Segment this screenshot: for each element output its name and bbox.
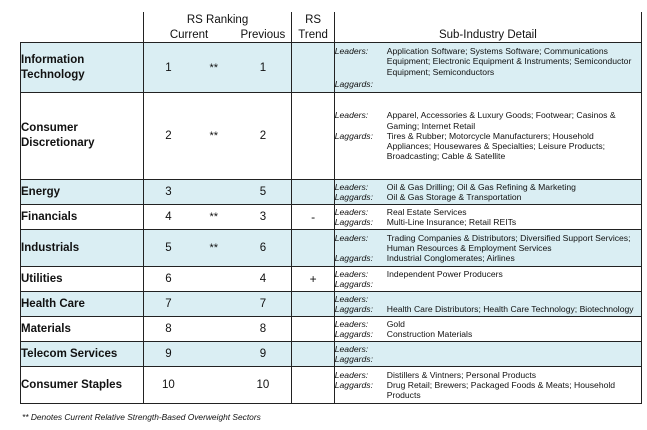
sector-name-line: Financials (21, 210, 78, 223)
current-rank: 8 (143, 317, 193, 342)
laggards-label (335, 151, 387, 161)
sub-industry-detail (334, 93, 641, 180)
leaders-text: Oil & Gas Drilling; Oil & Gas Refining & Marketing (386, 181, 576, 192)
sector-name-line: Energy (21, 185, 60, 198)
sector-name (21, 93, 144, 180)
sector-row (21, 317, 642, 342)
sector-name (21, 230, 144, 267)
laggards-label (335, 390, 387, 400)
leaders-label: Leaders: (334, 232, 369, 243)
leaders-line (335, 370, 641, 380)
laggards-line (335, 141, 641, 151)
rs-trend (292, 93, 334, 180)
laggards-text: Tires & Rubber; Motorcycle Manufacturers; Household (386, 130, 594, 141)
leaders-text: Equipment; Semiconductors (386, 66, 495, 77)
current-rank: 7 (143, 292, 193, 317)
leaders-line (335, 110, 641, 120)
sub-industry-detail (334, 180, 641, 205)
laggards-label: Laggards: (334, 279, 373, 289)
leaders-line (335, 233, 641, 243)
current-header: Current (143, 27, 234, 43)
sub-industry-detail (334, 230, 641, 267)
rs-trend (292, 317, 334, 342)
leaders-text: Equipment; Electronic Equipment & Instruments; Semiconductor (386, 56, 632, 67)
laggards-line (335, 79, 641, 89)
overweight-marker: ** (193, 205, 234, 230)
overweight-marker (193, 292, 234, 317)
sector-name-line: Materials (21, 322, 71, 335)
sub-industry-detail (334, 267, 641, 292)
laggards-text: Drug Retail; Brewers; Packaged Foods & Meats; Household (386, 379, 616, 390)
laggards-text (387, 354, 641, 364)
overweight-marker: ** (193, 43, 234, 93)
rs-trend (292, 230, 334, 267)
leaders-label: Leaders: (334, 318, 369, 329)
sector-name-line: Information (21, 53, 85, 66)
leaders-line (335, 344, 641, 354)
laggards-line (335, 329, 641, 339)
rs-trend (292, 43, 334, 93)
overweight-marker: ** (193, 230, 234, 267)
leaders-label: Leaders: (334, 343, 369, 354)
leaders-line (335, 319, 641, 329)
sector-row (21, 180, 642, 205)
sub-industry-detail (334, 367, 641, 404)
leaders-text: Independent Power Producers (386, 268, 503, 279)
leaders-line (335, 294, 641, 304)
leaders-label: Leaders: (334, 369, 369, 380)
sector-row (21, 267, 642, 292)
current-rank: 1 (143, 43, 193, 93)
leaders-line (335, 56, 641, 66)
previous-rank: 9 (234, 342, 292, 367)
leaders-label (335, 121, 387, 131)
sector-row (21, 230, 642, 267)
header-row-2 (21, 27, 642, 43)
sector-name-line: Technology (21, 68, 85, 81)
laggards-text (387, 79, 641, 89)
overweight-marker: ** (193, 93, 234, 180)
laggards-label: Laggards: (334, 354, 373, 364)
previous-rank: 1 (234, 43, 292, 93)
leaders-line (335, 269, 641, 279)
overweight-marker (193, 267, 234, 292)
leaders-label (335, 67, 387, 77)
laggards-label: Laggards: (334, 304, 373, 314)
rs-trend (292, 367, 334, 404)
sector-name (21, 180, 144, 205)
leaders-line (335, 121, 641, 131)
leaders-line (335, 182, 641, 192)
laggards-text: Multi-Line Insurance; Retail REITs (386, 217, 517, 227)
leaders-label: Leaders: (334, 110, 369, 121)
rs-trend (292, 292, 334, 317)
overweight-marker (193, 180, 234, 205)
previous-rank: 8 (234, 317, 292, 342)
laggards-line (335, 131, 641, 141)
leaders-line (335, 243, 641, 253)
overweight-marker (193, 342, 234, 367)
laggards-text (387, 279, 641, 289)
sector-row (21, 43, 642, 93)
laggards-line (335, 151, 641, 161)
leaders-line (335, 67, 641, 77)
rs-ranking-table (20, 12, 642, 404)
leaders-label (335, 243, 387, 253)
previous-rank: 4 (234, 267, 292, 292)
laggards-label (335, 141, 387, 151)
sector-name-line: Utilities (21, 272, 63, 285)
previous-header: Previous (234, 27, 292, 43)
rs-ranking-table-wrap (20, 12, 642, 404)
laggards-line (335, 217, 641, 227)
sector-name (21, 317, 144, 342)
laggards-line (335, 354, 641, 364)
sector-name (21, 292, 144, 317)
sector-name-line: Consumer Staples (21, 378, 122, 391)
current-rank: 10 (143, 367, 193, 404)
laggards-line (335, 304, 641, 314)
sector-row (21, 342, 642, 367)
rs-trend-header-top: RS (292, 12, 334, 27)
laggards-text: Construction Materials (386, 329, 473, 339)
rs-trend: + (292, 267, 334, 292)
laggards-text: Health Care Distributors; Health Care Technology; Biotechnology (386, 304, 634, 314)
laggards-line (335, 380, 641, 390)
sector-name (21, 205, 144, 230)
laggards-line (335, 279, 641, 289)
current-rank: 3 (143, 180, 193, 205)
sub-industry-detail (334, 205, 641, 230)
sector-name-line: Consumer (21, 122, 78, 134)
laggards-label: Laggards: (334, 192, 373, 202)
sector-name (21, 43, 144, 93)
sub-industry-detail (334, 317, 641, 342)
sector-name (21, 267, 144, 292)
rs-trend-header-bottom: Trend (292, 27, 334, 43)
leaders-line (335, 207, 641, 217)
sub-industry-detail (334, 292, 641, 317)
previous-rank: 6 (234, 230, 292, 267)
current-rank: 6 (143, 267, 193, 292)
sector-row (21, 292, 642, 317)
laggards-text: Products (386, 390, 421, 401)
overweight-marker (193, 317, 234, 342)
laggards-line (335, 390, 641, 400)
leaders-text: Human Resources & Employment Services (386, 242, 552, 253)
previous-rank: 2 (234, 93, 292, 180)
sector-name-line: Discretionary (21, 137, 95, 149)
laggards-line (335, 253, 641, 263)
laggards-label: Laggards: (334, 329, 373, 339)
overweight-marker (193, 367, 234, 404)
footnote: ** Denotes Current Relative Strength-Based Overweight Sectors (22, 412, 261, 422)
laggards-text: Broadcasting; Cable & Satellite (386, 151, 506, 162)
sector-name-line: Industrials (21, 241, 80, 254)
sector-row (21, 367, 642, 404)
leaders-label: Leaders: (334, 293, 369, 304)
leaders-label: Leaders: (334, 206, 369, 217)
sector-rows (21, 43, 642, 404)
sector-name (21, 367, 144, 404)
current-rank: 5 (143, 230, 193, 267)
leaders-text: Application Software; Systems Software; Communications (386, 45, 608, 56)
leaders-label: Leaders: (334, 268, 369, 279)
sector-name-line: Telecom Services (21, 347, 118, 360)
leaders-text: Gaming; Internet Retail (386, 120, 476, 131)
laggards-label: Laggards: (334, 217, 373, 227)
rs-trend: - (292, 205, 334, 230)
leaders-label (335, 56, 387, 66)
previous-rank: 3 (234, 205, 292, 230)
laggards-label: Laggards: (334, 130, 373, 141)
laggards-text: Industrial Conglomerates; Airlines (386, 253, 515, 264)
current-rank: 4 (143, 205, 193, 230)
current-rank: 9 (143, 342, 193, 367)
laggards-text: Oil & Gas Storage & Transportation (386, 192, 522, 202)
sub-industry-detail (334, 342, 641, 367)
rs-trend (292, 180, 334, 205)
sector-row (21, 93, 642, 180)
sub-industry-detail-header: Sub-Industry Detail (334, 27, 641, 43)
previous-rank: 5 (234, 180, 292, 205)
leaders-label: Leaders: (334, 181, 369, 192)
sector-name (21, 342, 144, 367)
previous-rank: 7 (234, 292, 292, 317)
leaders-text: Apparel, Accessories & Luxury Goods; Footwear; Casinos & (386, 110, 616, 121)
current-rank: 2 (143, 93, 193, 180)
rs-ranking-header: RS Ranking (143, 12, 292, 27)
sector-name-line: Health Care (21, 297, 85, 310)
leaders-text: Real Estate Services (386, 206, 467, 217)
laggards-label: Laggards: (334, 253, 373, 264)
header-row-1 (21, 12, 642, 27)
sub-industry-detail (334, 43, 641, 93)
laggards-line (335, 192, 641, 202)
laggards-label: Laggards: (334, 379, 373, 390)
leaders-text: Distillers & Vintners; Personal Products (386, 369, 537, 380)
leaders-label: Leaders: (334, 45, 369, 56)
leaders-text: Gold (386, 318, 405, 329)
leaders-line (335, 46, 641, 56)
previous-rank: 10 (234, 367, 292, 404)
leaders-text (387, 344, 641, 354)
leaders-text: Trading Companies & Distributors; Diversified Support Services; (386, 232, 631, 243)
sector-row (21, 205, 642, 230)
leaders-text (387, 294, 641, 304)
rs-trend (292, 342, 334, 367)
laggards-text: Appliances; Housewares & Specialties; Leisure Products; (386, 141, 606, 152)
laggards-label: Laggards: (334, 78, 373, 89)
